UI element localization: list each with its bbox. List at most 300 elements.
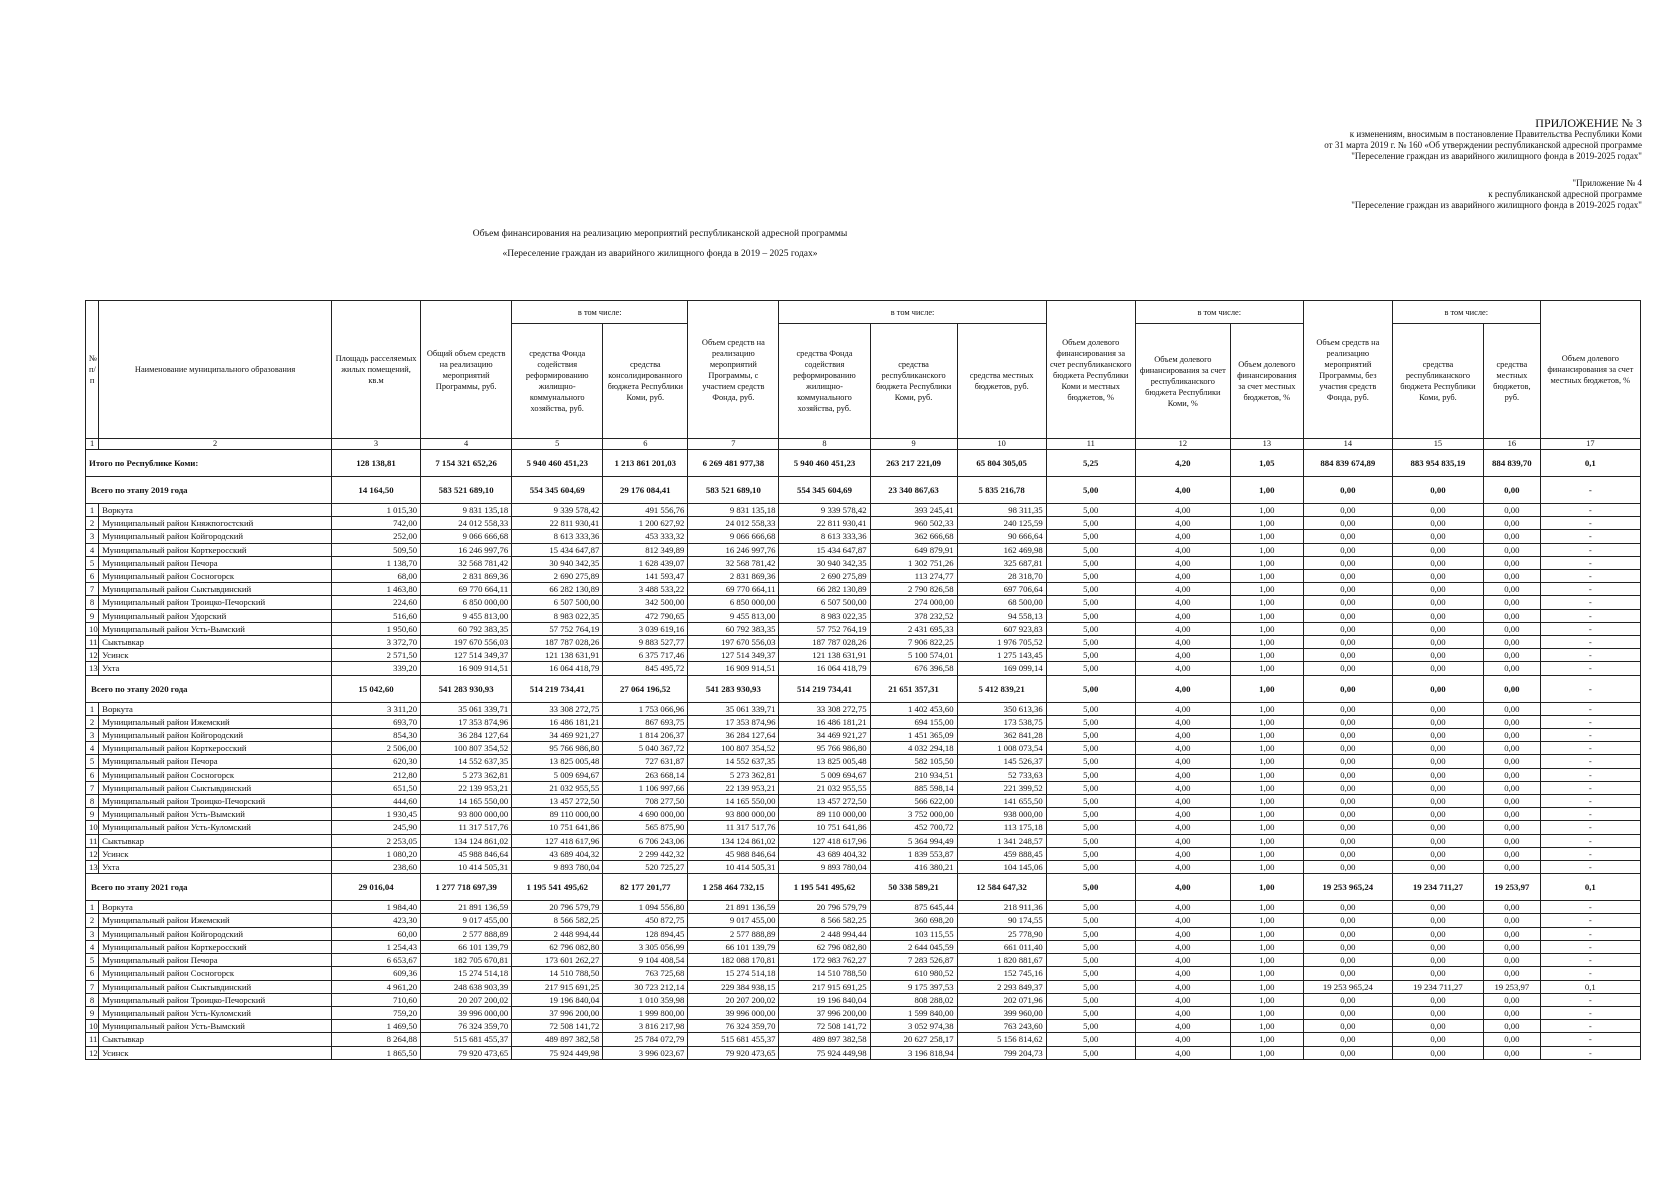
table-cell: 16 246 997,76 (421, 543, 512, 556)
row-number: 11 (86, 1033, 99, 1046)
table-row (86, 556, 1641, 569)
table-cell: 0,00 (1392, 1046, 1483, 1059)
prilozhenie-line: "Переселение граждан из аварийного жилищного фонда в 2019-2025 годах" (1351, 200, 1642, 210)
col-header-share-local: Объем долевого финансирования за счет местных бюджетов, % (1540, 301, 1640, 439)
stage-summary-cell: 19 253,97 (1483, 874, 1540, 901)
row-number: 5 (86, 556, 99, 569)
municipality-name: Ухта (99, 861, 332, 874)
table-cell: 2 690 275,89 (512, 570, 603, 583)
table-cell: 1 138,70 (331, 556, 420, 569)
table-cell: 0,00 (1392, 1033, 1483, 1046)
table-cell: 0,00 (1392, 861, 1483, 874)
table-cell: 1 451 365,09 (870, 729, 957, 742)
col-header-name: Наименование муниципального образования (99, 301, 332, 439)
table-cell: 0,00 (1483, 583, 1540, 596)
table-row (86, 954, 1641, 967)
table-cell: 9 017 455,00 (421, 914, 512, 927)
col-header-area: Площадь расселяемых жилых помещений, кв.м (331, 301, 420, 439)
table-row (86, 993, 1641, 1006)
table-row (86, 795, 1641, 808)
col-header-with-fund: Объем средств на реализацию мероприятий Программы, с участием средств Фонда, руб. (688, 301, 779, 439)
column-number: 4 (421, 439, 512, 450)
column-number: 3 (331, 439, 420, 450)
table-cell: 1,00 (1230, 596, 1303, 609)
col-header-without-fund: Объем средств на реализацию мероприятий Программы, без участия средств Фонда, руб. (1303, 301, 1392, 439)
table-cell: 245,90 (331, 821, 420, 834)
table-cell: 489 897 382,58 (512, 1033, 603, 1046)
table-cell: 565 875,90 (603, 821, 688, 834)
table-cell: 4,00 (1135, 927, 1230, 940)
stage-summary-cell: 5,00 (1046, 874, 1135, 901)
table-cell: - (1540, 927, 1640, 940)
stage-summary-cell: 0,00 (1483, 477, 1540, 504)
total-cell: 884 839,70 (1483, 450, 1540, 477)
table-cell: 240 125,59 (957, 517, 1046, 530)
municipality-name: Муниципальный район Троицко-Печорский (99, 795, 332, 808)
table-cell: 742,00 (331, 517, 420, 530)
table-cell: 0,00 (1303, 940, 1392, 953)
table-cell: 808 288,02 (870, 993, 957, 1006)
table-cell: 0,00 (1392, 556, 1483, 569)
stage-summary-cell: 4,00 (1135, 477, 1230, 504)
municipality-name: Муниципальный район Корткеросский (99, 940, 332, 953)
table-cell: 1 930,45 (331, 808, 420, 821)
table-row (86, 742, 1641, 755)
table-cell: 3 311,20 (331, 702, 420, 715)
table-cell: 651,50 (331, 781, 420, 794)
table-cell: 89 110 000,00 (779, 808, 870, 821)
table-cell: 6 507 500,00 (512, 596, 603, 609)
municipality-name: Муниципальный район Ижемский (99, 914, 332, 927)
table-cell: 30 940 342,35 (779, 556, 870, 569)
table-cell: - (1540, 596, 1640, 609)
table-cell: 1,00 (1230, 927, 1303, 940)
table-cell: 2 506,00 (331, 742, 420, 755)
stage-summary-cell: 0,00 (1483, 675, 1540, 702)
table-cell: 0,00 (1303, 795, 1392, 808)
row-number: 2 (86, 914, 99, 927)
row-number: 8 (86, 993, 99, 1006)
table-cell: 5,00 (1046, 901, 1135, 914)
table-cell: 0,00 (1483, 834, 1540, 847)
table-cell: 24 012 558,33 (688, 517, 779, 530)
table-cell: 5,00 (1046, 1020, 1135, 1033)
table-cell: 4,00 (1135, 967, 1230, 980)
municipality-name: Воркута (99, 504, 332, 517)
table-cell: 5,00 (1046, 861, 1135, 874)
table-cell: 2 431 695,33 (870, 622, 957, 635)
row-number: 4 (86, 543, 99, 556)
table-cell: 69 770 664,11 (421, 583, 512, 596)
table-cell: 4,00 (1135, 570, 1230, 583)
table-cell: 36 284 127,64 (421, 729, 512, 742)
table-cell: 5,00 (1046, 914, 1135, 927)
stage-summary-cell: 27 064 196,52 (603, 675, 688, 702)
table-cell: 1 599 840,00 (870, 1006, 957, 1019)
table-cell: 39 996 000,00 (688, 1006, 779, 1019)
table-cell: 113 175,18 (957, 821, 1046, 834)
table-cell: 127 514 349,37 (688, 649, 779, 662)
table-cell: 15 274 514,18 (688, 967, 779, 980)
table-cell: 9 104 408,54 (603, 954, 688, 967)
table-cell: 0,00 (1392, 543, 1483, 556)
table-cell: 960 502,33 (870, 517, 957, 530)
stage-summary-cell: 1,00 (1230, 874, 1303, 901)
table-cell: 2 790 826,58 (870, 583, 957, 596)
table-cell: 0,00 (1303, 622, 1392, 635)
stage-summary-cell: 0,00 (1303, 477, 1392, 504)
table-cell: 5,00 (1046, 556, 1135, 569)
table-cell: 0,00 (1483, 808, 1540, 821)
table-cell: 121 138 631,91 (512, 649, 603, 662)
row-number: 13 (86, 861, 99, 874)
table-cell: - (1540, 914, 1640, 927)
table-cell: 25 778,90 (957, 927, 1046, 940)
table-cell: 141 655,50 (957, 795, 1046, 808)
table-cell: 2 644 045,59 (870, 940, 957, 953)
table-cell: 0,00 (1303, 993, 1392, 1006)
municipality-name: Муниципальный район Усть-Куломский (99, 821, 332, 834)
table-cell: 252,00 (331, 530, 420, 543)
total-cell: 1,05 (1230, 450, 1303, 477)
table-row (86, 768, 1641, 781)
column-number: 5 (512, 439, 603, 450)
table-cell: 11 317 517,76 (688, 821, 779, 834)
stage-summary-cell: 19 234 711,27 (1392, 874, 1483, 901)
table-cell: 4,00 (1135, 596, 1230, 609)
table-cell: 212,80 (331, 768, 420, 781)
table-cell: 0,00 (1392, 821, 1483, 834)
table-cell: 16 909 914,51 (421, 662, 512, 675)
table-row (86, 1020, 1641, 1033)
table-cell: 1 984,40 (331, 901, 420, 914)
table-cell: 22 811 930,41 (779, 517, 870, 530)
table-cell: 8 566 582,25 (779, 914, 870, 927)
stage-summary-cell: 5 412 839,21 (957, 675, 1046, 702)
municipality-name: Сыктывкар (99, 834, 332, 847)
row-number: 1 (86, 702, 99, 715)
municipality-name: Муниципальный район Сосногорск (99, 570, 332, 583)
stage-summary-cell: - (1540, 675, 1640, 702)
table-cell: 5,00 (1046, 715, 1135, 728)
table-cell: 812 349,89 (603, 543, 688, 556)
table-cell: 0,00 (1303, 715, 1392, 728)
row-number: 7 (86, 980, 99, 993)
table-cell: 19 253,97 (1483, 980, 1540, 993)
table-cell: 13 457 272,50 (779, 795, 870, 808)
table-cell: 0,00 (1392, 636, 1483, 649)
municipality-name: Муниципальный район Усть-Куломский (99, 1006, 332, 1019)
col-header-share-republican: Объем долевого финансирования за счет республиканского бюджета Республики Коми, % (1135, 324, 1230, 439)
table-cell: 491 556,76 (603, 504, 688, 517)
table-cell: 11 317 517,76 (421, 821, 512, 834)
table-cell: 217 915 691,25 (779, 980, 870, 993)
table-cell: 0,00 (1392, 781, 1483, 794)
column-number: 15 (1392, 439, 1483, 450)
table-cell: 104 145,06 (957, 861, 1046, 874)
table-cell: 0,00 (1303, 927, 1392, 940)
table-cell: 134 124 861,02 (688, 834, 779, 847)
table-cell: 60 792 383,35 (421, 622, 512, 635)
table-cell: 202 071,96 (957, 993, 1046, 1006)
table-cell: 14 552 637,35 (688, 755, 779, 768)
table-cell: 0,00 (1303, 543, 1392, 556)
table-cell: 19 196 840,04 (512, 993, 603, 1006)
table-cell: 0,00 (1483, 596, 1540, 609)
row-number: 5 (86, 755, 99, 768)
table-cell: 0,00 (1483, 927, 1540, 940)
table-cell: 0,00 (1303, 1020, 1392, 1033)
table-cell: 2 690 275,89 (779, 570, 870, 583)
table-cell: 0,00 (1392, 729, 1483, 742)
appendix-line: "Переселение граждан из аварийного жилищного фонда в 2019-2025 годах" (1351, 151, 1642, 161)
total-cell: 883 954 835,19 (1392, 450, 1483, 477)
table-cell: 1,00 (1230, 821, 1303, 834)
table-cell: 13 457 272,50 (512, 795, 603, 808)
table-cell: 4,00 (1135, 834, 1230, 847)
table-cell: 444,60 (331, 795, 420, 808)
stage-summary-cell: 1 277 718 697,39 (421, 874, 512, 901)
table-cell: 1 200 627,92 (603, 517, 688, 530)
table-cell: - (1540, 609, 1640, 622)
table-cell: 75 924 449,98 (779, 1046, 870, 1059)
stage-summary-row (86, 874, 1641, 901)
table-cell: 1 010 359,98 (603, 993, 688, 1006)
table-cell: - (1540, 622, 1640, 635)
stage-summary-cell: 583 521 689,10 (421, 477, 512, 504)
table-cell: 5,00 (1046, 755, 1135, 768)
table-cell: 0,00 (1303, 901, 1392, 914)
table-cell: 5 009 694,67 (779, 768, 870, 781)
table-cell: 4,00 (1135, 1020, 1230, 1033)
table-cell: 28 318,70 (957, 570, 1046, 583)
col-header-local: средства местных бюджетов, руб. (957, 324, 1046, 439)
table-cell: 14 510 788,50 (512, 967, 603, 980)
table-cell: 89 110 000,00 (512, 808, 603, 821)
table-cell: 4,00 (1135, 622, 1230, 635)
row-number: 2 (86, 715, 99, 728)
table-cell: - (1540, 702, 1640, 715)
table-cell: 1,00 (1230, 556, 1303, 569)
table-cell: 1,00 (1230, 583, 1303, 596)
table-cell: 0,00 (1303, 861, 1392, 874)
table-cell: 45 988 846,64 (688, 847, 779, 860)
municipality-name: Муниципальный район Сыктывдинский (99, 781, 332, 794)
table-cell: 854,30 (331, 729, 420, 742)
table-cell: 20 207 200,02 (421, 993, 512, 1006)
table-cell: 5,00 (1046, 596, 1135, 609)
table-row (86, 543, 1641, 556)
table-cell: 0,00 (1392, 755, 1483, 768)
municipality-name: Муниципальный район Койгородский (99, 927, 332, 940)
table-cell: 566 622,00 (870, 795, 957, 808)
table-cell: 21 032 955,55 (779, 781, 870, 794)
table-cell: 5 273 362,81 (421, 768, 512, 781)
stage-summary-cell: 4,00 (1135, 874, 1230, 901)
table-cell: - (1540, 954, 1640, 967)
table-cell: 6 375 717,46 (603, 649, 688, 662)
table-cell: 1 463,80 (331, 583, 420, 596)
table-cell: 0,00 (1392, 967, 1483, 980)
table-cell: 620,30 (331, 755, 420, 768)
table-cell: 69 770 664,11 (688, 583, 779, 596)
table-cell: 5 273 362,81 (688, 768, 779, 781)
table-cell: 182 088 170,81 (688, 954, 779, 967)
table-row (86, 980, 1641, 993)
table-cell: 145 526,37 (957, 755, 1046, 768)
table-cell: 0,00 (1483, 914, 1540, 927)
table-cell: 763 243,60 (957, 1020, 1046, 1033)
table-cell: 36 284 127,64 (688, 729, 779, 742)
table-cell: 0,00 (1303, 636, 1392, 649)
table-cell: 20 796 579,79 (779, 901, 870, 914)
table-cell: 14 552 637,35 (421, 755, 512, 768)
column-number: 1 (86, 439, 99, 450)
table-row (86, 781, 1641, 794)
table-cell: 0,00 (1392, 768, 1483, 781)
table-cell: 1,00 (1230, 702, 1303, 715)
table-cell: 1 976 705,52 (957, 636, 1046, 649)
table-row (86, 914, 1641, 927)
table-cell: 37 996 200,00 (512, 1006, 603, 1019)
table-cell: 5,00 (1046, 781, 1135, 794)
table-cell: 19 196 840,04 (779, 993, 870, 1006)
table-cell: 4,00 (1135, 954, 1230, 967)
table-cell: 95 766 986,80 (779, 742, 870, 755)
table-cell: 0,00 (1483, 940, 1540, 953)
municipality-name: Муниципальный район Печора (99, 954, 332, 967)
stage-label: Всего по этапу 2021 года (86, 874, 332, 901)
row-number: 10 (86, 821, 99, 834)
table-cell: - (1540, 821, 1640, 834)
table-cell: 875 645,44 (870, 901, 957, 914)
column-number: 11 (1046, 439, 1135, 450)
table-cell: 0,00 (1483, 847, 1540, 860)
table-cell: 9 339 578,42 (779, 504, 870, 517)
table-cell: 1,00 (1230, 901, 1303, 914)
table-cell: 509,50 (331, 543, 420, 556)
table-cell: 173 538,75 (957, 715, 1046, 728)
table-cell: 248 638 903,39 (421, 980, 512, 993)
table-cell: 14 165 550,00 (688, 795, 779, 808)
table-cell: 697 706,64 (957, 583, 1046, 596)
table-cell: 4,00 (1135, 980, 1230, 993)
row-number: 4 (86, 742, 99, 755)
table-cell: 274 000,00 (870, 596, 957, 609)
table-cell: - (1540, 755, 1640, 768)
table-cell: 1 999 800,00 (603, 1006, 688, 1019)
table-cell: 4 961,20 (331, 980, 420, 993)
table-cell: 0,00 (1303, 530, 1392, 543)
stage-summary-cell: 12 584 647,32 (957, 874, 1046, 901)
col-header-num: № п/п (86, 301, 99, 439)
table-cell: 0,00 (1483, 530, 1540, 543)
table-cell: 339,20 (331, 662, 420, 675)
table-cell: 727 631,87 (603, 755, 688, 768)
table-cell: 0,1 (1540, 980, 1640, 993)
table-cell: 867 693,75 (603, 715, 688, 728)
municipality-name: Сыктывкар (99, 636, 332, 649)
table-cell: 0,00 (1483, 768, 1540, 781)
table-cell: 93 800 000,00 (421, 808, 512, 821)
column-numbers-row (86, 439, 1641, 450)
column-number: 9 (870, 439, 957, 450)
table-cell: 0,00 (1392, 808, 1483, 821)
table-cell: 4,00 (1135, 901, 1230, 914)
table-row (86, 821, 1641, 834)
table-cell: 1 950,60 (331, 622, 420, 635)
table-cell: 17 353 874,96 (688, 715, 779, 728)
table-cell: 57 752 764,19 (779, 622, 870, 635)
row-number: 3 (86, 530, 99, 543)
table-cell: 187 787 028,26 (779, 636, 870, 649)
row-number: 12 (86, 1046, 99, 1059)
table-cell: - (1540, 847, 1640, 860)
col-header-republican: средства республиканского бюджета Республики Коми, руб. (1392, 324, 1483, 439)
total-cell: 263 217 221,09 (870, 450, 957, 477)
municipality-name: Ухта (99, 662, 332, 675)
table-cell: 0,00 (1483, 742, 1540, 755)
col-header-local: средства местных бюджетов, руб. (1483, 324, 1540, 439)
table-cell: 0,00 (1303, 702, 1392, 715)
table-cell: 759,20 (331, 1006, 420, 1019)
document-subtitle: «Переселение граждан из аварийного жилищного фонда в 2019 – 2025 годах» (502, 249, 818, 259)
row-number: 6 (86, 570, 99, 583)
col-header-share-total: Объем долевого финансирования за счет республиканского бюджета Республики Коми и местных бюджетов, % (1046, 301, 1135, 439)
total-cell: 0,1 (1540, 450, 1640, 477)
municipality-name: Усинск (99, 649, 332, 662)
column-number: 8 (779, 439, 870, 450)
table-cell: 20 796 579,79 (512, 901, 603, 914)
table-cell: 25 784 072,79 (603, 1033, 688, 1046)
col-header-consolidated: средства консолидированного бюджета Республики Коми, руб. (603, 324, 688, 439)
table-cell: 1,00 (1230, 847, 1303, 860)
table-cell: 362 841,28 (957, 729, 1046, 742)
appendix-title: ПРИЛОЖЕНИЕ № 3 (1535, 116, 1642, 130)
table-cell: 0,00 (1392, 742, 1483, 755)
table-cell: 610 980,52 (870, 967, 957, 980)
table-cell: 0,00 (1483, 1020, 1540, 1033)
table-row (86, 504, 1641, 517)
municipality-name: Муниципальный район Сыктывдинский (99, 980, 332, 993)
table-cell: 0,00 (1303, 914, 1392, 927)
row-number: 11 (86, 834, 99, 847)
table-cell: 1,00 (1230, 715, 1303, 728)
row-number: 9 (86, 609, 99, 622)
row-number: 10 (86, 1020, 99, 1033)
table-cell: 45 988 846,64 (421, 847, 512, 860)
table-cell: 0,00 (1483, 543, 1540, 556)
table-cell: 22 139 953,21 (688, 781, 779, 794)
table-cell: 6 653,67 (331, 954, 420, 967)
table-cell: 4,00 (1135, 861, 1230, 874)
table-cell: 0,00 (1392, 847, 1483, 860)
table-cell: - (1540, 940, 1640, 953)
stage-summary-cell: 29 016,04 (331, 874, 420, 901)
stage-summary-cell: 554 345 604,69 (512, 477, 603, 504)
table-cell: 4,00 (1135, 649, 1230, 662)
table-cell: 0,00 (1303, 954, 1392, 967)
table-cell: 13 825 005,48 (779, 755, 870, 768)
table-cell: 34 469 921,27 (512, 729, 603, 742)
table-cell: 582 105,50 (870, 755, 957, 768)
municipality-name: Муниципальный район Ижемский (99, 715, 332, 728)
row-number: 1 (86, 504, 99, 517)
table-cell: 2 831 869,36 (688, 570, 779, 583)
table-cell: 15 274 514,18 (421, 967, 512, 980)
table-cell: 62 796 082,80 (779, 940, 870, 953)
total-cell: 5,25 (1046, 450, 1135, 477)
